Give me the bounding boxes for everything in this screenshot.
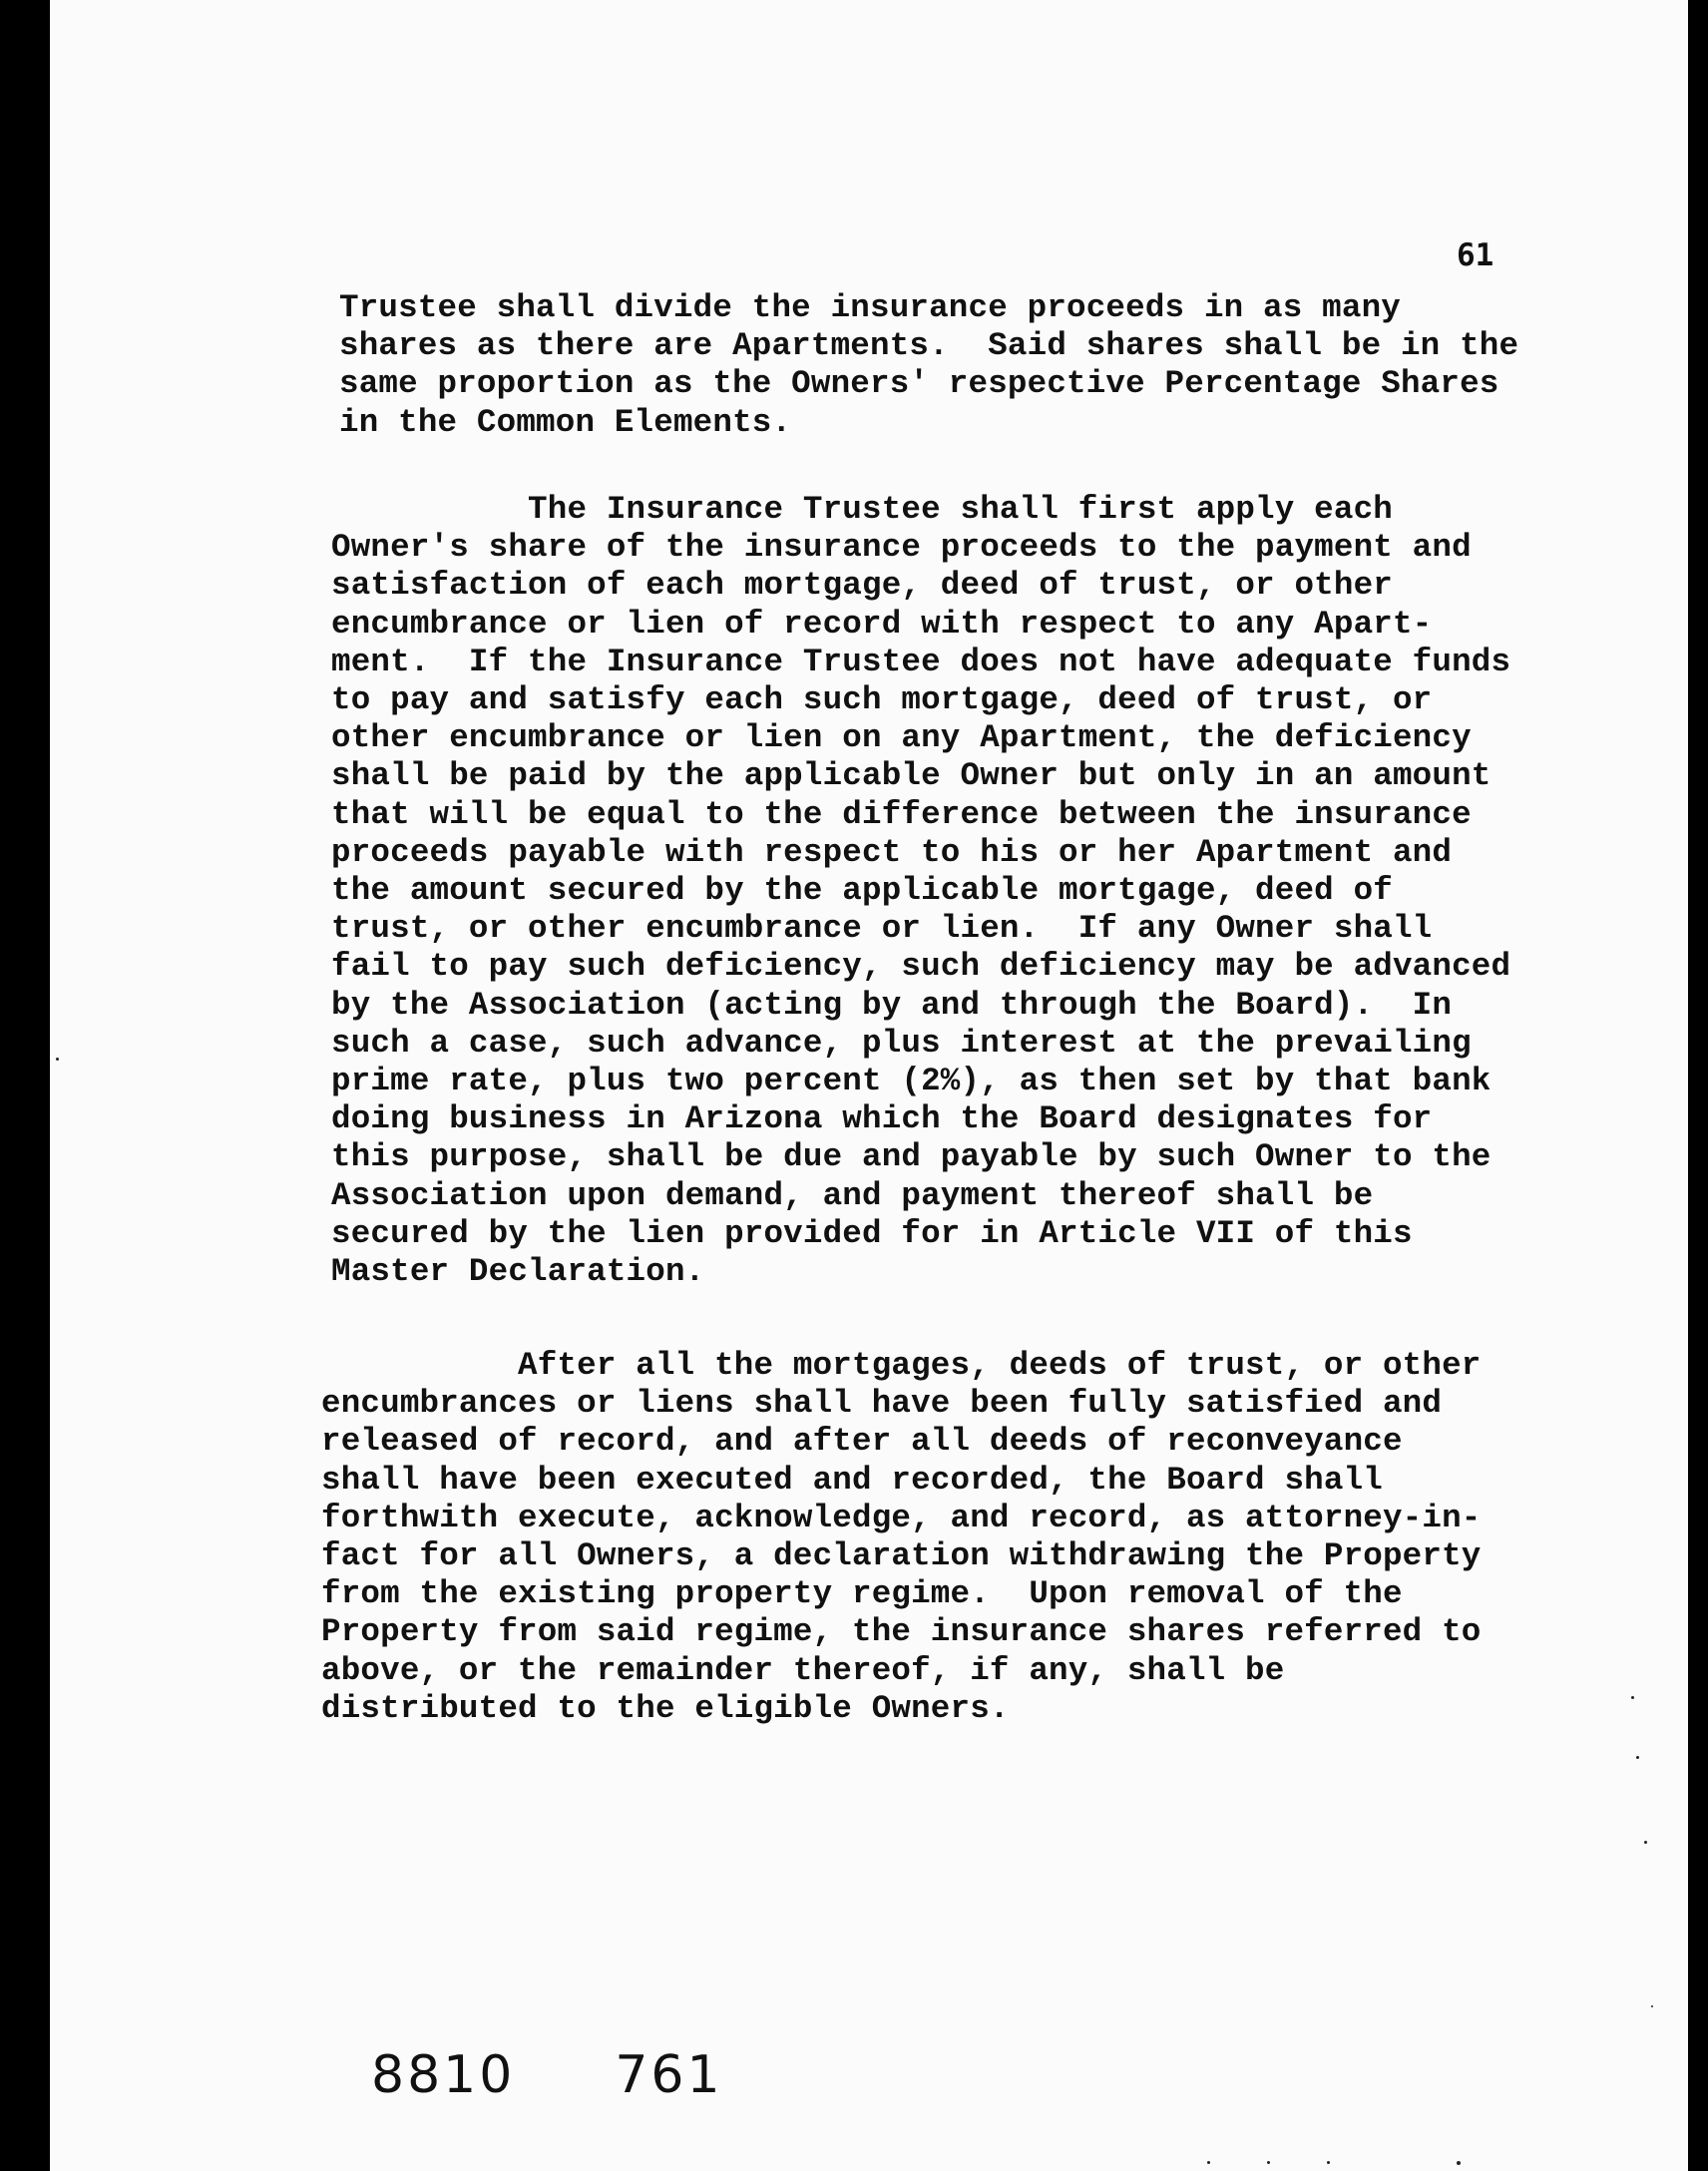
paragraph-line: above, or the remainder thereof, if any, shall be bbox=[321, 1651, 1285, 1689]
scan-speck bbox=[1651, 2005, 1653, 2007]
paragraph-line: this purpose, shall be due and payable by such Owner to the bbox=[331, 1138, 1492, 1176]
scan-border bbox=[0, 0, 50, 2171]
paragraph-line: After all the mortgages, deeds of trust, or other bbox=[321, 1347, 1482, 1384]
paragraph-line: that will be equal to the difference between the insurance bbox=[331, 795, 1472, 833]
paragraph-line: forthwith execute, acknowledge, and record, as attorney-in- bbox=[321, 1499, 1482, 1536]
scan-speck bbox=[1267, 2161, 1270, 2164]
paragraph-line: the amount secured by the applicable mortgage, deed of bbox=[331, 872, 1393, 910]
paragraph-line: other encumbrance or lien on any Apartment, the deficiency bbox=[331, 719, 1472, 757]
scan-speck bbox=[1207, 2161, 1210, 2164]
scan-speck bbox=[1457, 2161, 1461, 2165]
paragraph-line: from the existing property regime. Upon removal of the bbox=[321, 1575, 1403, 1613]
paragraph-3 bbox=[321, 1347, 1578, 1728]
paragraph-line: encumbrance or lien of record with respect to any Apart- bbox=[331, 605, 1433, 643]
paragraph-line: doing business in Arizona which the Board designates for bbox=[331, 1100, 1433, 1138]
scan-speck bbox=[1644, 1841, 1647, 1844]
paragraph-line: fail to pay such deficiency, such deficiency may be advanced bbox=[331, 948, 1511, 986]
paragraph-line: satisfaction of each mortgage, deed of trust, or other bbox=[331, 567, 1393, 605]
book-number: 8810 bbox=[371, 2045, 516, 2105]
paragraph-line: The Insurance Trustee shall first apply each bbox=[331, 491, 1393, 528]
paragraph-line: distributed to the eligible Owners. bbox=[321, 1689, 1010, 1727]
paragraph-line: proceeds payable with respect to his or her Apartment and bbox=[331, 833, 1453, 871]
paragraph-line: shall be paid by the applicable Owner but only in an amount bbox=[331, 757, 1492, 795]
scan-speck bbox=[1631, 1696, 1634, 1699]
paragraph-line: in the Common Elements. bbox=[339, 403, 792, 441]
paragraph-line: Owner's share of the insurance proceeds to the payment and bbox=[331, 529, 1472, 567]
scan-speck bbox=[1636, 1756, 1639, 1759]
paragraph-line: by the Association (acting by and through the Board). In bbox=[331, 986, 1453, 1024]
paragraph-line: Master Declaration. bbox=[331, 1253, 705, 1291]
paragraph-line: trust, or other encumbrance or lien. If any Owner shall bbox=[331, 910, 1433, 948]
paragraph-line: secured by the lien provided for in Article VII of this bbox=[331, 1214, 1413, 1252]
scan-speck bbox=[56, 1058, 59, 1061]
recording-stamp bbox=[371, 2045, 723, 2105]
page-number: 61 bbox=[1457, 237, 1494, 273]
paragraph-line: shall have been executed and recorded, the Board shall bbox=[321, 1461, 1383, 1499]
paragraph-line: fact for all Owners, a declaration withdrawing the Property bbox=[321, 1537, 1482, 1575]
paragraph-line: such a case, such advance, plus interest at the prevailing bbox=[331, 1024, 1472, 1062]
paragraph-line: prime rate, plus two percent (2%), as then set by that bank bbox=[331, 1063, 1492, 1100]
paragraph-line: Property from said regime, the insurance shares referred to bbox=[321, 1613, 1482, 1651]
paragraph-line: encumbrances or liens shall have been fully satisfied and bbox=[321, 1385, 1443, 1423]
document-page bbox=[50, 0, 1688, 2171]
paragraph-line: same proportion as the Owners' respective Percentage Shares bbox=[339, 365, 1499, 403]
paragraph-line: shares as there are Apartments. Said shares shall be in the bbox=[339, 327, 1519, 365]
page-stamp-number: 761 bbox=[615, 2045, 723, 2105]
scan-speck bbox=[1327, 2161, 1330, 2164]
paragraph-line: Association upon demand, and payment thereof shall be bbox=[331, 1176, 1374, 1214]
paragraph-line: released of record, and after all deeds of reconveyance bbox=[321, 1423, 1403, 1461]
paragraph-2 bbox=[331, 491, 1588, 1291]
paragraph-1 bbox=[339, 289, 1596, 442]
paragraph-line: to pay and satisfy each such mortgage, deed of trust, or bbox=[331, 681, 1433, 719]
paragraph-line: ment. If the Insurance Trustee does not have adequate funds bbox=[331, 643, 1511, 680]
paragraph-line: Trustee shall divide the insurance proceeds in as many bbox=[339, 289, 1401, 326]
